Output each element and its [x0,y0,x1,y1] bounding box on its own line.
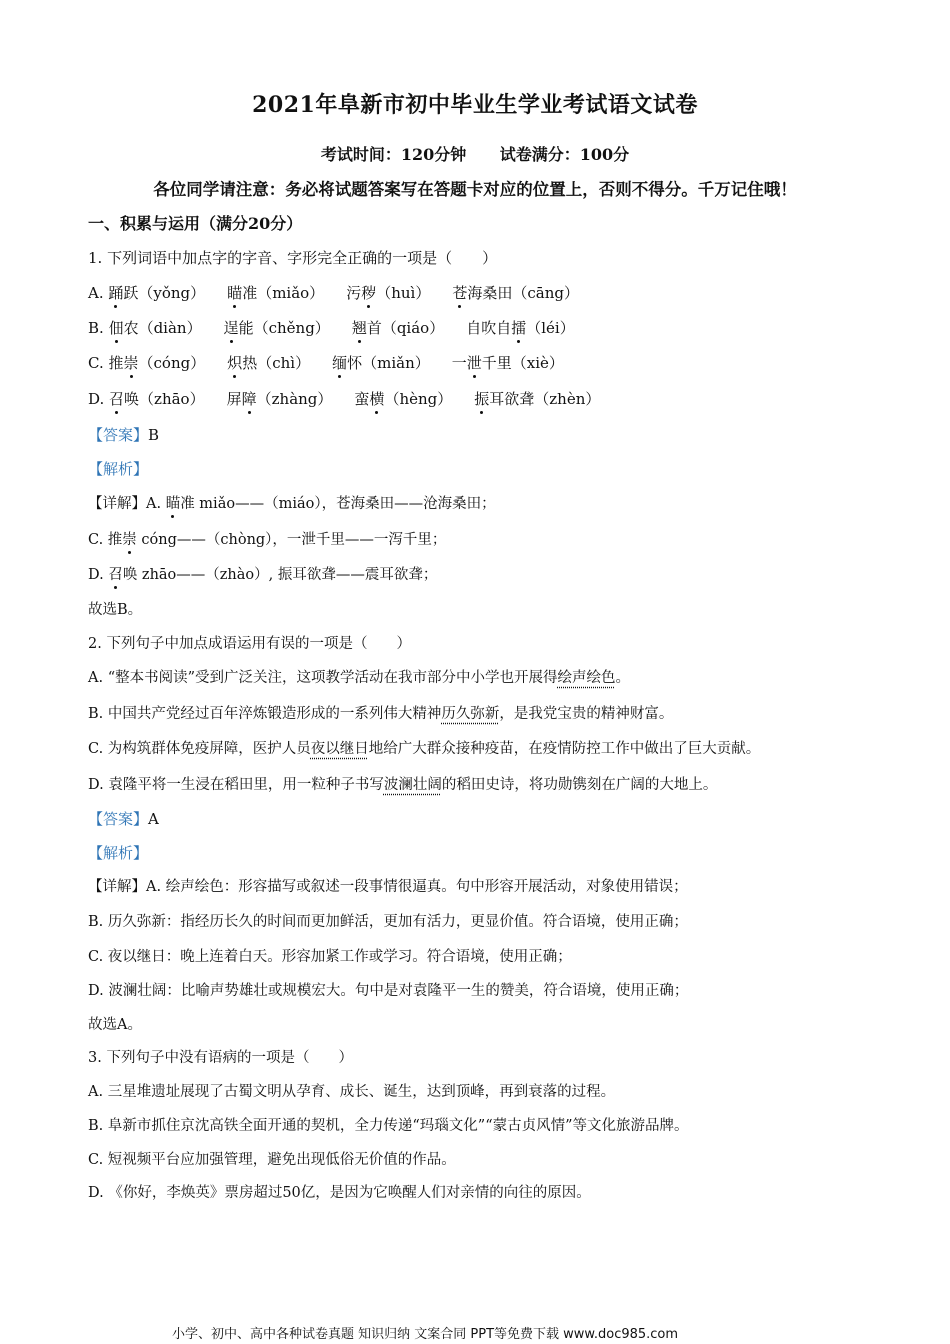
section-title: 一、积累与运用（满分20分） [88,214,303,233]
dotted-idiom: 绘声绘色 [557,670,616,686]
q1-option-b: B. 佃农（diàn） 逞能（chěng） 翘首（qiáo） 自吹自擂（léi） [88,319,575,337]
option-letter: A. [88,284,109,302]
option-letter: D. [88,390,110,408]
dotted-char: 踊 [108,284,124,302]
dotted-idiom: 历久弥新 [441,706,500,722]
dotted-char: 召 [109,390,125,408]
page-title: 2021年阜新市初中毕业生学业考试语文试卷 [252,92,698,118]
q1-option-a: A. 踊跃（yǒng） 瞄准（miǎo） 污秽（huì） 苍海桑田（cāng） [88,284,579,302]
detail-label: 【详解】 [88,879,146,895]
q2-option-b: B. 中国共产党经过百年淬炼锻造形成的一系列伟大精神历久弥新，是我党宝贵的精神财富。 [88,706,674,722]
dotted-char: 瞄 [166,492,181,513]
q3-option-d: D. 《你好，李焕英》票房超过50亿，是因为它唤醒人们对亲情的向往的原因。 [88,1185,591,1201]
dotted-char: 炽 [227,354,243,372]
q2-conclusion: 故选A。 [88,1017,142,1033]
q2-detail-b: B. 历久弥新：指经历长久的时间而更加鲜活，更加有活力，更显价值。符合语境，使用正确； [88,914,688,930]
dotted-char: 擂 [511,319,527,337]
q3-option-b: B. 阜新市抓住京沈高铁全面开通的契机，全力传递“玛瑙文化”“蒙古贞风情”等文化旅游品牌。 [88,1118,689,1134]
option-letter: B. [88,319,109,337]
dotted-char: 召 [108,563,123,584]
answer-value: B [148,426,160,444]
q1-option-d: D. 召唤（zhāo） 屏障（zhàng） 蛮横（hèng） 振耳欲聋（zhèn） [88,390,601,408]
dotted-char: 泄 [466,354,482,372]
q1-detail-c: C. 推崇 cóng——（chòng），一泄千里——一泻千里； [88,528,446,549]
q1-detail-d: D. 召唤 zhāo——（zhào）, 振耳欲聋——震耳欲聋； [88,563,437,584]
q3-option-c: C. 短视频平台应加强管理，避免出现低俗无价值的作品。 [88,1152,456,1168]
dotted-idiom: 夜以继日 [310,741,369,757]
dotted-char: 缅 [332,354,348,372]
dotted-char: 翘 [351,319,367,337]
q2-detail-a: 【详解】A. 绘声绘色：形容描写或叙述一段事情很逼真。句中形容开展活动，对象使用错误； [88,879,688,895]
dotted-char: 佃 [108,319,124,337]
q2-detail-d: D. 波澜壮阔：比喻声势雄壮或规模宏大。句中是对袁隆平一生的赞美，符合语境，使用正确； [88,983,689,999]
dotted-char: 崇 [123,354,139,372]
dotted-char: 逞 [223,319,239,337]
dotted-char: 瞄 [227,284,243,302]
q2-option-a: A. “整本书阅读”受到广泛关注，这项教学活动在我市部分中小学也开展得绘声绘色。 [88,670,631,686]
q2-detail-c: C. 夜以继日：晚上连着白天。形容加紧工作或学习。符合语境，使用正确； [88,949,572,965]
answer-label: 【答案】 [88,810,149,828]
q1-option-c: C. 推崇（cóng） 炽热（chì） 缅怀（miǎn） 一泄千里（xiè） [88,354,564,372]
detail-label: 【详解】 [88,496,146,512]
dotted-char: 振 [474,390,490,408]
q1-conclusion: 故选B。 [88,602,143,618]
q1-answer [88,424,159,445]
answer-label: 【答案】 [88,426,149,444]
q2-option-c: C. 为构筑群体免疫屏障，医护人员夜以继日地给广大群众接种疫苗，在疫情防控工作中做出了巨大贡献。 [88,741,761,757]
dotted-char: 苍 [452,284,468,302]
dotted-char: 障 [241,390,257,408]
q3-option-a: A. 三星堆遗址展现了古蜀文明从孕育、成长、诞生，达到顶峰，再到衰落的过程。 [88,1084,616,1100]
answer-value: A [148,810,159,828]
q2-stem: 2. 下列句子中加点成语运用有误的一项是（ ） [88,636,411,652]
dotted-char: 崇 [122,528,137,549]
q3-stem: 3. 下列句子中没有语病的一项是（ ） [88,1050,353,1066]
footer-text: 小学、初中、高中各种试卷真题 知识归纳 文案合同 PPT等免费下载 www.doc985.com [172,1327,679,1342]
exam-info: 考试时间：120分钟 试卷满分：100分 [320,145,630,164]
q1-analysis-label: 【解析】 [88,460,149,478]
q2-answer [88,808,159,829]
q1-detail-a: 【详解】A. 瞄准 miǎo——（miáo），苍海桑田——沧海桑田； [88,492,496,513]
option-letter: C. [88,354,109,372]
q2-analysis-label: 【解析】 [88,844,149,862]
q1-stem: 1. 下列词语中加点字的字音、字形完全正确的一项是（ ） [88,249,498,267]
q2-option-d: D. 袁隆平将一生浸在稻田里，用一粒种子书写波澜壮阔的稻田史诗，将功勋镌刻在广阔的大地上。 [88,777,718,793]
dotted-idiom: 波澜壮阔 [383,777,442,793]
dotted-char: 秽 [361,284,377,302]
dotted-char: 横 [369,390,385,408]
notice: 各位同学请注意：务必将试题答案写在答题卡对应的位置上，否则不得分。千万记住哦！ [153,180,797,199]
